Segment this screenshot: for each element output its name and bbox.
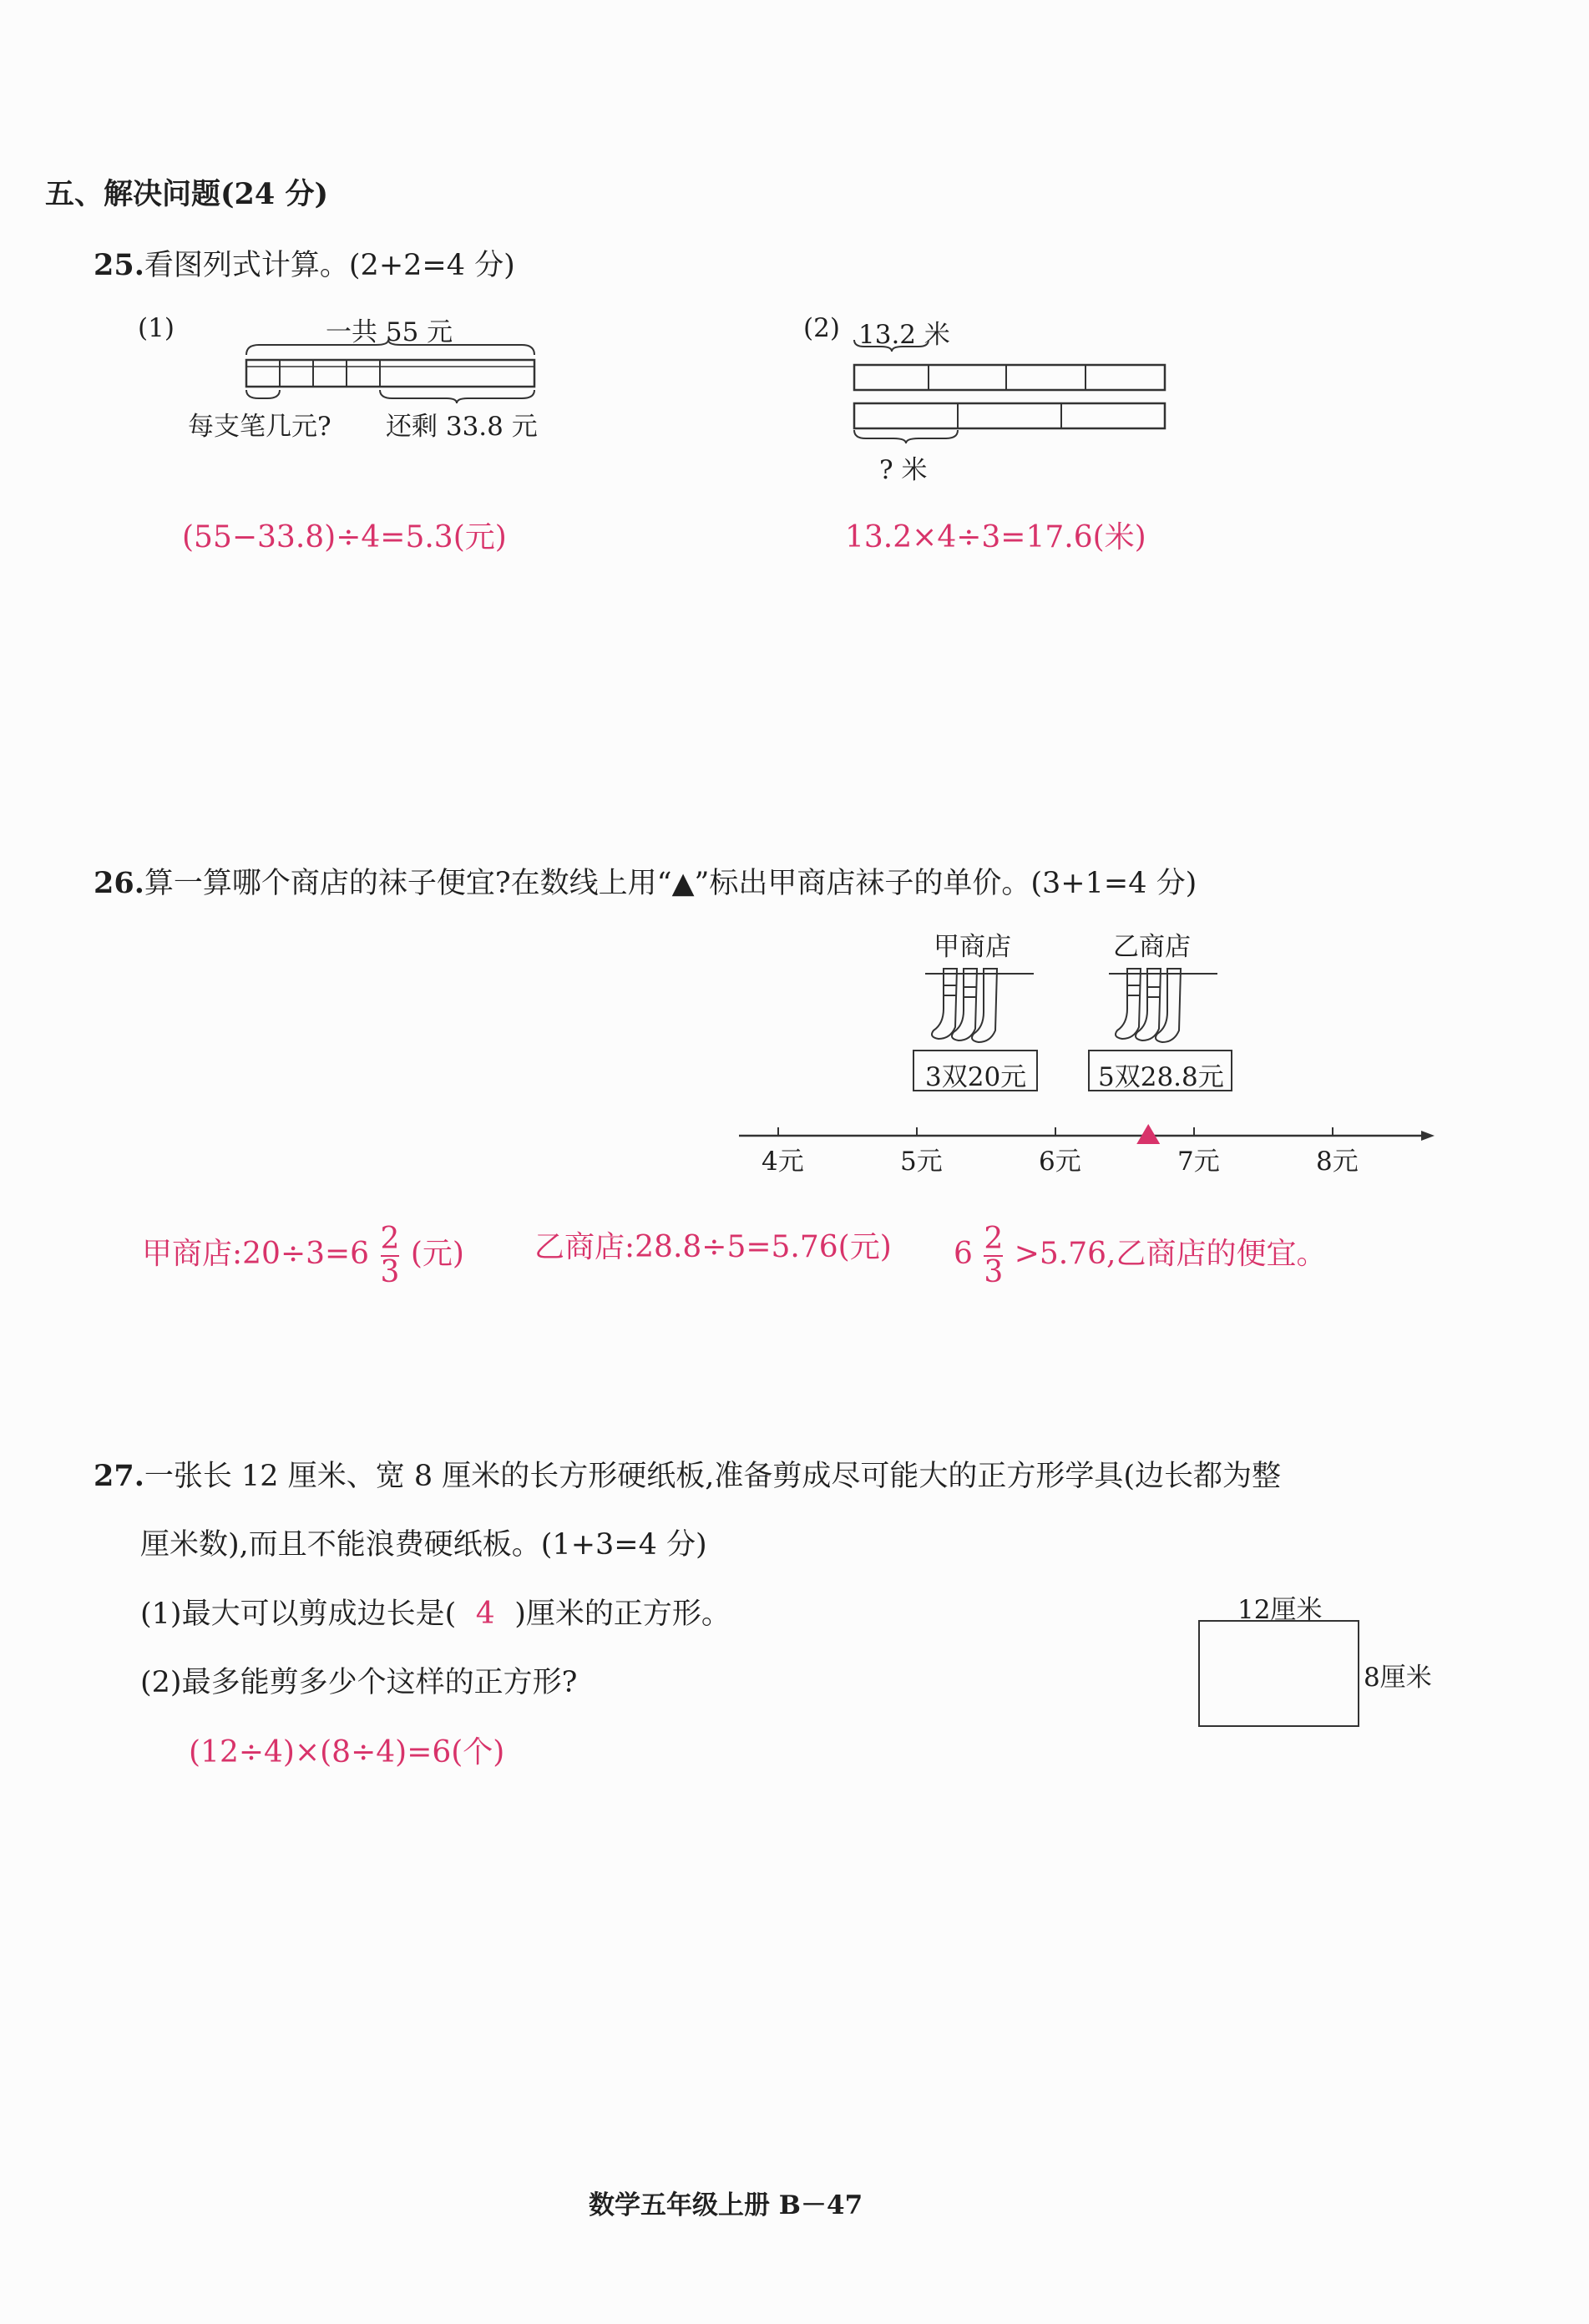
rect-height-label: 8厘米 — [1364, 1663, 1432, 1693]
q25-part1-label: (1) — [138, 313, 175, 343]
q25-part2-question: ? 米 — [879, 455, 928, 485]
shop-a-socks-icon — [925, 960, 1034, 1044]
page-footer: 数学五年级上册 B－47 — [589, 2190, 863, 2220]
q25-part1-each-label: 每支笔几元? — [188, 412, 331, 442]
q25-part1-left-label: 还剩 33.8 元 — [386, 412, 538, 442]
number-line-label: 5元 — [900, 1147, 943, 1177]
question-text: 看图列式计算。(2+2=4 分) — [144, 249, 515, 282]
q25-part1-answer: (55−33.8)÷4=5.3(元) — [182, 520, 507, 554]
price-marker-triangle — [1136, 1124, 1160, 1144]
q27-sub1-answer: 4 — [475, 1597, 495, 1631]
shop-b-socks-icon — [1109, 960, 1217, 1044]
rect-width-label: 12厘米 — [1237, 1595, 1323, 1625]
q26-answer-b: 乙商店:28.8÷5=5.76(元) — [534, 1230, 892, 1264]
number-line-label: 6元 — [1039, 1147, 1081, 1177]
question-27 — [94, 1453, 1281, 1495]
question-26 — [94, 860, 1197, 902]
number-line-label: 4元 — [762, 1147, 804, 1177]
question-text-line2: 厘米数),而且不能浪费硬纸板。(1+3=4 分) — [140, 1528, 707, 1562]
q25-part1-total: 一共 55 元 — [326, 317, 453, 347]
shop-b-name: 乙商店 — [1113, 932, 1191, 962]
q25-part1-diagram — [242, 338, 543, 405]
q25-part2-label: (2) — [803, 313, 840, 343]
q27-answer: (12÷4)×(8÷4)=6(个) — [189, 1735, 505, 1770]
q25-part2-answer: 13.2×4÷3=17.6(米) — [845, 520, 1146, 554]
q25-part2-length: 13.2 米 — [858, 320, 950, 350]
question-number: 27. — [94, 1459, 144, 1493]
q25-part2-diagram — [848, 338, 1182, 443]
question-number: 26. — [94, 866, 144, 900]
section-title: 五、解决问题(24 分) — [45, 177, 329, 211]
q27-sub2: (2)最多能剪多少个这样的正方形? — [140, 1666, 578, 1699]
question-25 — [94, 242, 515, 284]
shop-a-name: 甲商店 — [934, 932, 1011, 962]
number-line-label: 8元 — [1316, 1147, 1359, 1177]
q27-sub1: (1)最大可以剪成边长是( 4 )厘米的正方形。 — [140, 1597, 731, 1631]
question-text-line1: 一张长 12 厘米、宽 8 厘米的长方形硬纸板,准备剪成尽可能大的正方形学具(边长都为整 — [144, 1460, 1281, 1493]
question-text: 算一算哪个商店的袜子便宜?在数线上用“▲”标出甲商店袜子的单价。(3+1=4 分) — [144, 867, 1197, 900]
q26-answer-c: 6 $\frac{2}{3}$ >5.76,乙商店的便宜。 — [954, 1222, 1327, 1289]
number-line-label: 7元 — [1177, 1147, 1220, 1177]
shop-b-price: 5双28.8元 — [1098, 1062, 1224, 1092]
q26-answer-a: 甲商店:20÷3=6 $\frac{2}{3}$ (元) — [142, 1222, 464, 1289]
question-number: 25. — [94, 248, 144, 282]
rectangle-diagram — [1198, 1620, 1359, 1727]
shop-a-price: 3双20元 — [925, 1062, 1027, 1092]
